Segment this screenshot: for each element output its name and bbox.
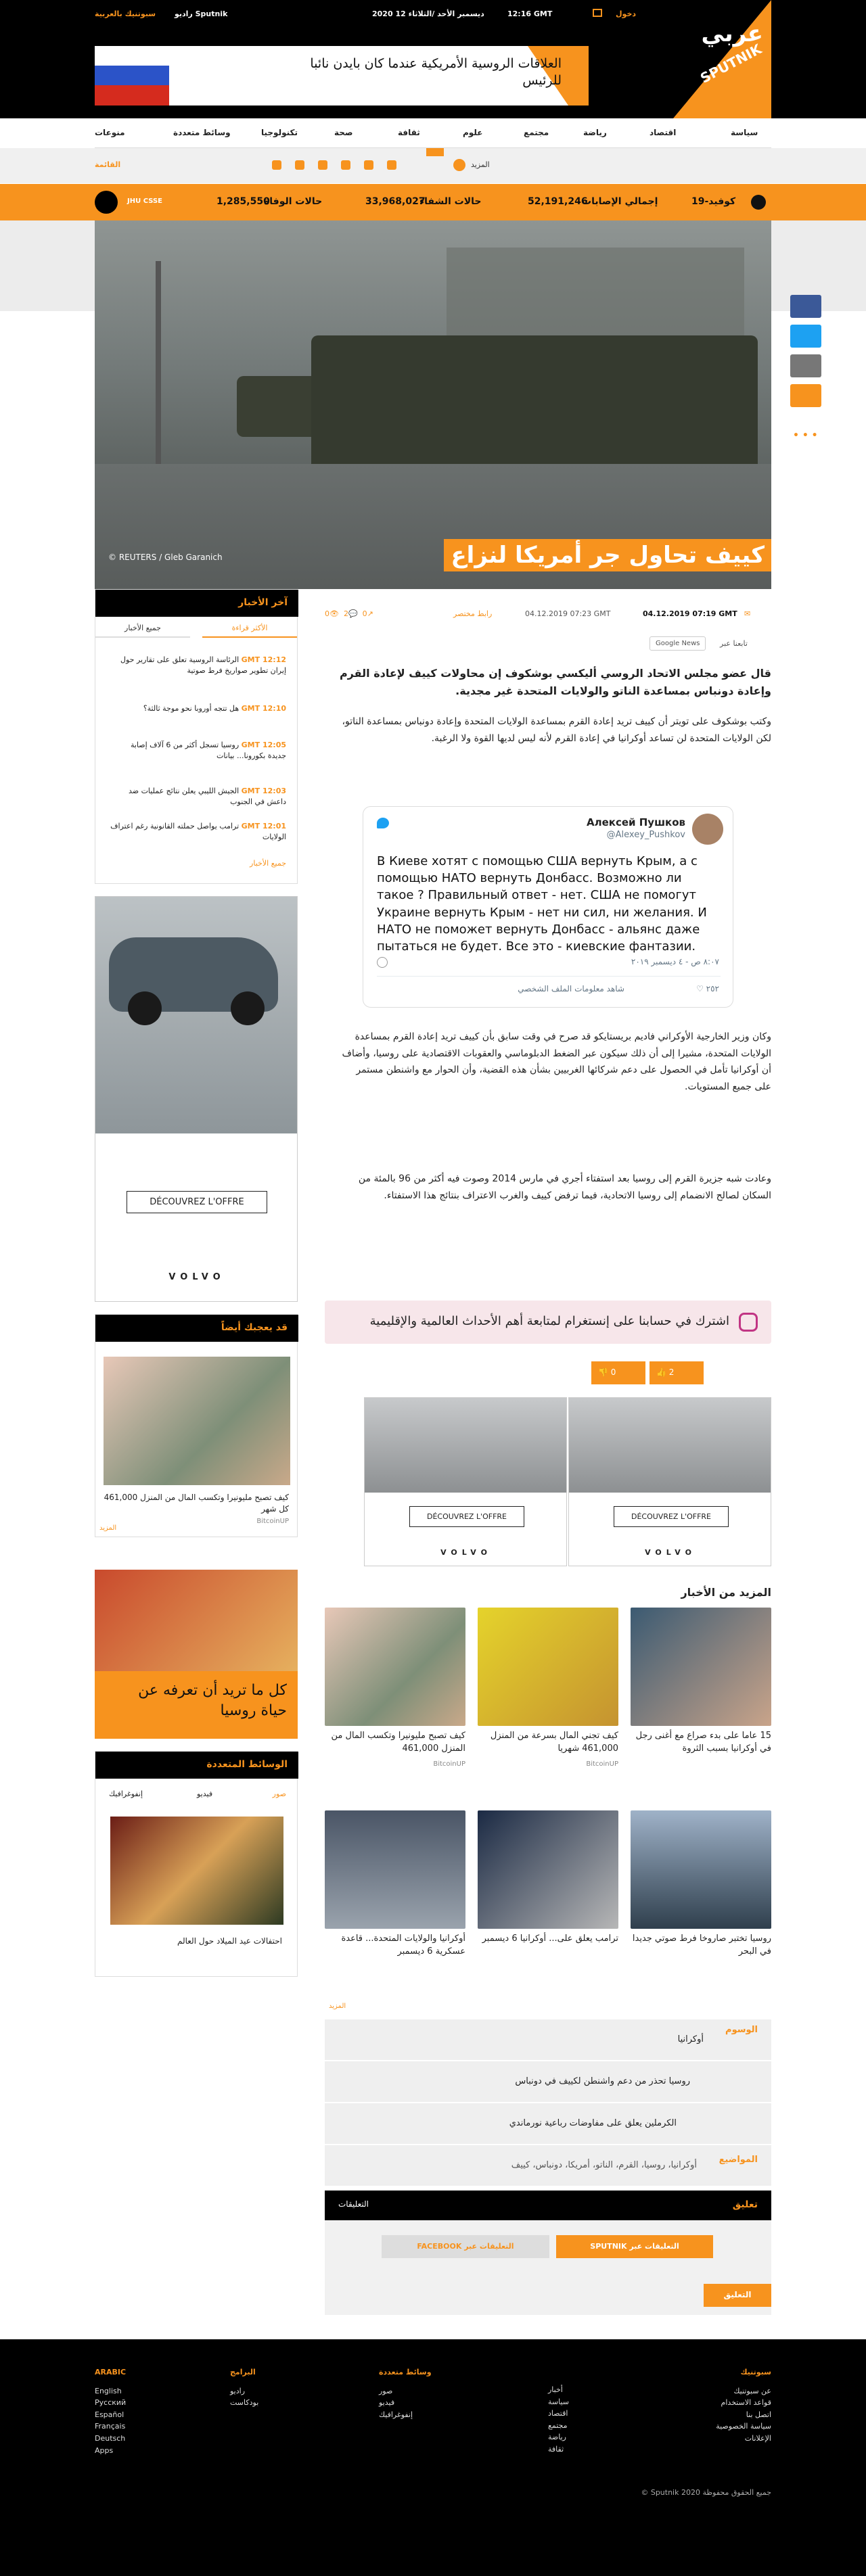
ad-cta-button[interactable]: DÉCOUVREZ L'OFFRE bbox=[409, 1506, 524, 1527]
footer-link[interactable]: الإعلانات bbox=[744, 2433, 771, 2443]
card-image bbox=[325, 1608, 465, 1726]
youtube-icon[interactable] bbox=[318, 160, 327, 170]
ticker-value: 1,285,550 bbox=[216, 196, 270, 207]
card-source: BitcoinUP bbox=[586, 1760, 618, 1768]
footer-link[interactable]: رياضة bbox=[548, 2433, 566, 2442]
feed-time: 12:12 GMT bbox=[241, 655, 286, 664]
top-bar bbox=[0, 0, 866, 118]
promo-text: العلاقات الروسية الأمريكية عندما كان بايدن نائبا للرئيس bbox=[310, 56, 562, 88]
ticker-value: 52,191,246 bbox=[528, 196, 588, 207]
related-label: المواضيع bbox=[719, 2155, 758, 2165]
recommend-more[interactable]: المزيد bbox=[99, 1524, 117, 1532]
pole-image bbox=[156, 261, 161, 484]
tweet-text: В Киеве хотят с помощью США вернуть Крым, а с помощью НАТО вернуть Донбасс. Возможно ли такое ? Правильный ответ - нет. США не помогут Украине вернуть Крым - нет ни сил, ни желания. И НАТО не поможет вернуть Донбасс - альянс даже пытаться не будет. Все это - киевские фантазии. bbox=[377, 854, 707, 954]
feed-text: ترامب يواصل حملته القانونية رغم اعتراف الولايات bbox=[110, 822, 286, 841]
recommend-title: قد يعجبك أيضاً bbox=[221, 1322, 288, 1333]
comments-count: 2 bbox=[343, 609, 348, 618]
nav-item[interactable]: صحة bbox=[334, 128, 353, 137]
tab-video[interactable]: فيديو bbox=[197, 1789, 213, 1798]
multimedia-title: الوسائط المتعددة bbox=[206, 1759, 288, 1770]
footer-link[interactable]: Français bbox=[95, 2422, 126, 2431]
footer-link[interactable]: مجتمع bbox=[548, 2420, 568, 2430]
feed-text: روسيا تسجل أكثر من 6 آلاف إصابة جديدة بكورونا... بيانات bbox=[130, 741, 286, 760]
nav-item[interactable]: اقتصاد bbox=[650, 128, 677, 137]
feed-item[interactable] bbox=[110, 655, 286, 676]
recommend-image[interactable] bbox=[104, 1357, 290, 1485]
tweet-handle[interactable]: @Alexey_Pushkov bbox=[606, 830, 685, 840]
footer-link[interactable]: سياسة الخصوصية bbox=[716, 2422, 771, 2431]
footer-link[interactable]: اقتصاد bbox=[548, 2409, 568, 2418]
nav-item[interactable]: سياسة bbox=[731, 128, 758, 137]
date-updated: 04.12.2019 07:19 GMT bbox=[643, 609, 737, 618]
card-image bbox=[325, 1810, 465, 1929]
feed-header bbox=[95, 590, 298, 617]
ad-image bbox=[365, 1398, 566, 1493]
tweet-profile-link[interactable]: شاهد معلومات الملف الشخصي bbox=[518, 984, 624, 993]
footer-link[interactable]: بودكاست bbox=[230, 2398, 259, 2408]
multimedia-box bbox=[95, 1751, 298, 1977]
cards-more[interactable]: المزيد bbox=[329, 2003, 346, 2010]
feed-item[interactable] bbox=[110, 740, 286, 762]
feed-text: هل تتجه أوروبا نحو موجة ثالثة؟ bbox=[143, 704, 240, 713]
nav-item[interactable]: وسائط متعددة bbox=[173, 128, 231, 137]
tank-image bbox=[311, 335, 758, 471]
facebook-icon[interactable] bbox=[387, 160, 396, 170]
rss-icon[interactable]: ✉ bbox=[744, 609, 751, 618]
wheel-image bbox=[128, 991, 162, 1025]
nav-item[interactable]: رياضة bbox=[583, 128, 607, 137]
short-link[interactable]: رابط مختصر bbox=[453, 609, 493, 618]
comments-panel bbox=[325, 2220, 771, 2315]
share-more-icon[interactable]: • • • bbox=[793, 430, 818, 441]
tweet-time: ٨:٠٧ ص - ٤ ديسمبر ٢٠١٩ bbox=[631, 957, 719, 966]
russia-promo-image bbox=[95, 1570, 298, 1671]
google-news-button[interactable]: Google News bbox=[650, 636, 706, 651]
recommend-box bbox=[95, 1314, 298, 1537]
related-label: الوسوم bbox=[725, 2025, 758, 2035]
tab-top[interactable]: الأكثر قراءة bbox=[202, 624, 297, 638]
related-row[interactable] bbox=[325, 2061, 771, 2103]
russia-promo[interactable] bbox=[95, 1570, 298, 1739]
tab-photo[interactable]: صور bbox=[272, 1789, 286, 1798]
time-text: 12:16 GMT bbox=[507, 9, 553, 18]
comments-sputnik-button[interactable]: SPUTNIK التعليقات عبر bbox=[556, 2235, 713, 2258]
nav-item[interactable]: منوعات bbox=[95, 128, 125, 137]
follow-label: تابعنا عبر bbox=[720, 639, 748, 648]
share-comment-button[interactable] bbox=[790, 384, 821, 407]
card-text: كيف تجني المال بسرعة من المنزل 461,000 شهريا bbox=[490, 1731, 618, 1754]
footer-link[interactable]: Deutsch bbox=[95, 2433, 126, 2443]
instagram-icon[interactable] bbox=[341, 160, 350, 170]
logo-english: SPUTNIK bbox=[698, 41, 765, 87]
multimedia-image[interactable] bbox=[110, 1817, 283, 1925]
login-icon[interactable] bbox=[593, 9, 602, 17]
footer-link[interactable]: إنفوغرافيك bbox=[379, 2410, 413, 2419]
card-image bbox=[631, 1810, 771, 1929]
twitter-icon[interactable] bbox=[364, 160, 373, 170]
article-paragraph: وعادت شبه جزيرة القرم إلى روسيا بعد استفتاء أجري في مارس 2014 وصوت فيه أكثر من 96 بالمئة من السكان لصالح الانضمام إلى روسيا الاتحادية، فيما ترفض كييف والغرب الاعتراف بنتائج هذا الاستفتاء. bbox=[358, 1173, 771, 1201]
feed-item[interactable] bbox=[110, 821, 286, 843]
footer-link[interactable]: عن سبوتنيك bbox=[733, 2386, 771, 2395]
ad-brand: VOLVO bbox=[440, 1548, 492, 1557]
footer-column-title: وسائط متعددة bbox=[379, 2368, 432, 2376]
nav-item[interactable]: تكنولوجيا bbox=[261, 128, 298, 137]
chevron-down-icon[interactable] bbox=[426, 148, 444, 156]
tab-infographic[interactable]: إنفوغرافيك bbox=[109, 1789, 143, 1798]
instagram-icon bbox=[739, 1313, 758, 1332]
ad-cta-button[interactable]: DÉCOUVREZ L'OFFRE bbox=[127, 1191, 267, 1213]
feed-time: 12:10 GMT bbox=[241, 704, 286, 713]
news-card[interactable] bbox=[325, 1608, 465, 1769]
shares-count: 0 bbox=[362, 609, 367, 618]
feed-text: الجيش الليبي يعلن نتائج عمليات ضد داعش في الجنوب bbox=[128, 787, 286, 806]
tweet-likes-count: ٢٥٢ bbox=[706, 984, 719, 993]
photo-credit: © REUTERS / Gleb Garanich bbox=[108, 553, 223, 562]
multimedia-caption[interactable]: احتفالات عيد الميلاد حول العالم bbox=[177, 1936, 282, 1946]
related-text: أوكرانيا، روسيا، القرم، الناتو، أمريكا، دونباس، كييف bbox=[511, 2160, 697, 2170]
dislike-button[interactable]: 👎 0 bbox=[591, 1361, 645, 1384]
like-count: 2 bbox=[668, 1367, 675, 1377]
footer-column-title: سبوتنيك bbox=[740, 2368, 771, 2376]
article-ad[interactable] bbox=[364, 1397, 567, 1566]
footer-column bbox=[230, 2366, 311, 2409]
footer-link[interactable]: ثقافة bbox=[548, 2444, 564, 2454]
news-card[interactable] bbox=[478, 1810, 618, 1946]
article-stats: 0👁 2💬 0↗ bbox=[325, 609, 373, 618]
promo-banner[interactable] bbox=[95, 46, 589, 106]
article-title: كييف تحاول جر أمريكا لنزاع bbox=[444, 539, 771, 571]
nav-item[interactable]: ثقافة bbox=[398, 128, 420, 137]
feed-more-link[interactable]: جميع الأخبار bbox=[250, 859, 286, 868]
news-card[interactable] bbox=[478, 1608, 618, 1769]
ad-image bbox=[95, 897, 297, 1133]
date-text: 2020 ديسمبر الأحد /الثلاثاء 12 bbox=[372, 9, 484, 18]
instagram-subscribe-banner[interactable] bbox=[325, 1301, 771, 1344]
comments-label: تعليق bbox=[732, 2199, 758, 2210]
tree-image bbox=[447, 248, 744, 349]
feed-item[interactable] bbox=[110, 703, 286, 714]
login-link[interactable]: دخول bbox=[616, 9, 637, 18]
info-icon[interactable] bbox=[377, 957, 388, 968]
recommend-source: BitcoinUP bbox=[256, 1518, 289, 1525]
footer-column bbox=[95, 2366, 176, 2456]
ticker-label: حالات الوفاة bbox=[264, 196, 323, 207]
feed-item[interactable] bbox=[110, 786, 286, 807]
edition-link[interactable]: سبوتنيك بالعربية bbox=[95, 9, 156, 18]
like-button[interactable]: 👍 2 bbox=[650, 1361, 704, 1384]
footer-column-title: البرامج bbox=[230, 2368, 256, 2376]
card-text: أوكرانيا والولايات المتحدة... قاعدة عسكرية 6 ديسمبر bbox=[341, 1934, 465, 1957]
footer-link[interactable]: Apps bbox=[95, 2445, 114, 2455]
ad-cta-button[interactable]: DÉCOUVREZ L'OFFRE bbox=[614, 1506, 729, 1527]
ticker-arrow-icon[interactable] bbox=[95, 191, 118, 214]
share-twitter-button[interactable] bbox=[790, 325, 821, 348]
ad-image bbox=[569, 1398, 771, 1493]
sidebar-ad[interactable] bbox=[95, 896, 298, 1302]
card-text: ترامب يعلق على... أوكرانيا 6 ديسمبر bbox=[482, 1934, 618, 1944]
footer-column-title: ARABIC bbox=[95, 2368, 127, 2376]
related-text: روسيا تحذر من دعم واشنطن لكييف في دونباس bbox=[515, 2076, 690, 2086]
embedded-tweet[interactable] bbox=[363, 806, 733, 1008]
footer-link[interactable]: اتصل بنا bbox=[746, 2410, 771, 2419]
footer-link[interactable]: أخبار bbox=[548, 2385, 563, 2394]
logo-arabic: عربي bbox=[701, 20, 763, 47]
feed-time: 12:01 GMT bbox=[241, 822, 286, 830]
tab-all[interactable]: جميع الأخبار bbox=[95, 624, 190, 638]
twitter-bird-icon bbox=[377, 818, 389, 828]
radio-link[interactable]: راديو Sputnik bbox=[175, 9, 228, 18]
recommend-text[interactable]: كيف تصبح مليونيرا وتكسب المال من المنزل 461,000 كل شهر bbox=[104, 1493, 289, 1514]
news-card[interactable] bbox=[325, 1810, 465, 1959]
footer-link[interactable]: سياسة bbox=[548, 2397, 570, 2406]
card-image bbox=[478, 1810, 618, 1929]
russia-flag-image bbox=[95, 46, 169, 106]
news-feed bbox=[95, 589, 298, 884]
dislike-count: 0 bbox=[610, 1367, 616, 1377]
nav-item[interactable]: علوم bbox=[463, 128, 483, 137]
related-row[interactable] bbox=[325, 2103, 771, 2145]
more-news-title: المزيد من الأخبار bbox=[681, 1586, 771, 1599]
article-paragraph: وكتب بوشكوف على تويتر أن كييف تريد إعادة القرم بمساعدة الولايات المتحدة وإعادة دونباس بمساعدة الناتو، لكن الولايات المتحدة لن تساعد أوكرانيا في إعادة القرم لأنه ليس لديها القوة ولا الرغبة. bbox=[342, 716, 771, 744]
article-lead: قال عضو مجلس الاتحاد الروسي أليكسي بوشكوف إن محاولات كييف لإعادة القرم وإعادة دونباس بمساعدة الناتو والولايات المتحدة غير مجدية. bbox=[339, 667, 771, 697]
comments-title: التعليقات bbox=[338, 2199, 369, 2209]
play-icon[interactable] bbox=[453, 159, 465, 171]
card-source: BitcoinUP bbox=[433, 1760, 465, 1768]
article-paragraph: وكان وزير الخارجية الأوكراني فاديم بريستايكو قد صرح في وقت سابق بأن كييف تريد إعادة القرم بمساعدة الولايات المتحدة، مشيرا إلى أن ذلك سيكون عبر الضغط الدبلوماسي والعقوبات الاقتصادية على روسيا، وأضاف أن أوكرانيا تأمل في الحصول على دعم شركائها الغربيين بشأن هذه القضية، وأن الحوار مع واشنطن مستمر على جميع المستويات. bbox=[342, 1031, 771, 1092]
sub-nav bbox=[0, 148, 866, 183]
menu-label[interactable]: القائمة bbox=[95, 160, 121, 169]
ad-brand: VOLVO bbox=[645, 1548, 696, 1557]
recommend-header bbox=[95, 1315, 298, 1342]
tweet-author-name[interactable]: Алексей Пушков bbox=[587, 816, 685, 828]
footer-link[interactable]: English bbox=[95, 2386, 122, 2395]
copyright: © Sputnik 2020 جميع الحقوق محفوظة bbox=[641, 2488, 771, 2497]
hero-image bbox=[95, 220, 771, 589]
covid-ticker bbox=[0, 184, 866, 220]
share-email-button[interactable] bbox=[790, 354, 821, 377]
footer-link[interactable]: Español bbox=[95, 2410, 124, 2419]
ad-brand: VOLVO bbox=[168, 1272, 225, 1282]
more-label[interactable]: المزيد bbox=[471, 160, 490, 169]
footer-link[interactable]: Русский bbox=[95, 2398, 127, 2408]
feed-time: 12:03 GMT bbox=[241, 787, 286, 795]
card-text: روسيا تختبر صاروخا فرط صوتي جديدا في البحر bbox=[632, 1934, 771, 1957]
feed-text: الرئاسة الروسية تعلق على تقارير حول إيران تطوير صواريخ فرط صوتية bbox=[120, 655, 286, 675]
sputnik-logo[interactable] bbox=[673, 0, 771, 118]
comment-button[interactable]: التعليق bbox=[704, 2284, 771, 2307]
virus-icon bbox=[751, 195, 766, 210]
telegram-icon[interactable] bbox=[272, 160, 281, 170]
footer-link[interactable]: راديو bbox=[230, 2386, 246, 2395]
rss-icon[interactable] bbox=[295, 160, 304, 170]
footer-column bbox=[548, 2384, 629, 2456]
card-text: 15 عاما على بدء صراع مع أغنى رجل في أوكرانيا بسبب الثروة bbox=[635, 1731, 771, 1754]
views-count: 0 bbox=[325, 609, 329, 618]
covid-label: كوفيد-19 bbox=[691, 196, 736, 207]
footer-link[interactable]: فيديو bbox=[379, 2398, 395, 2408]
ticker-label: حالات الشفاء bbox=[419, 196, 482, 207]
news-card[interactable] bbox=[631, 1608, 771, 1760]
card-text: كيف تصبح مليونيرا وتكسب المال من المنزل 461,000 bbox=[331, 1731, 465, 1754]
feed-time: 12:05 GMT bbox=[241, 741, 286, 749]
subscribe-text: اشترك في حسابنا على إنستغرام لمتابعة أهم الأحداث العالمية والإقليمية bbox=[369, 1314, 729, 1328]
footer bbox=[0, 2339, 866, 2576]
ticker-source: JHU CSSE bbox=[127, 197, 163, 205]
footer-column bbox=[379, 2366, 474, 2420]
card-image bbox=[478, 1608, 618, 1726]
avatar bbox=[692, 814, 723, 845]
wheel-image bbox=[231, 991, 265, 1025]
news-card[interactable] bbox=[631, 1810, 771, 1959]
comments-facebook-button[interactable]: FACEBOOK التعليقات عبر bbox=[382, 2235, 549, 2258]
russia-promo-text: كل ما تريد أن تعرفه عن حياة روسيا bbox=[138, 1682, 287, 1719]
nav-item[interactable]: مجتمع bbox=[524, 128, 549, 137]
ticker-label: إجمالي الإصابات bbox=[582, 196, 658, 207]
related-text: الكرملين يعلق على مفاوضات رباعية نورماندي bbox=[509, 2118, 677, 2128]
related-row[interactable] bbox=[325, 2145, 771, 2187]
tweet-likes[interactable]: ♡ ٢٥٢ bbox=[696, 984, 719, 993]
card-image bbox=[631, 1608, 771, 1726]
comments-header bbox=[325, 2191, 771, 2220]
footer-link[interactable]: قواعد الاستخدام bbox=[721, 2398, 771, 2408]
article-ad[interactable] bbox=[568, 1397, 771, 1566]
tweet-divider bbox=[377, 976, 721, 977]
feed-title: آخر الأخبار bbox=[238, 597, 288, 608]
main-nav bbox=[95, 118, 771, 148]
related-row[interactable] bbox=[325, 2019, 771, 2061]
share-facebook-button[interactable] bbox=[790, 295, 821, 318]
multimedia-header bbox=[95, 1752, 298, 1779]
date-published: 04.12.2019 07:23 GMT bbox=[525, 609, 611, 618]
related-text: أوكرانيا bbox=[677, 2034, 704, 2044]
footer-column bbox=[677, 2366, 771, 2445]
footer-link[interactable]: صور bbox=[379, 2386, 393, 2395]
ticker-value: 33,968,027 bbox=[365, 196, 426, 207]
